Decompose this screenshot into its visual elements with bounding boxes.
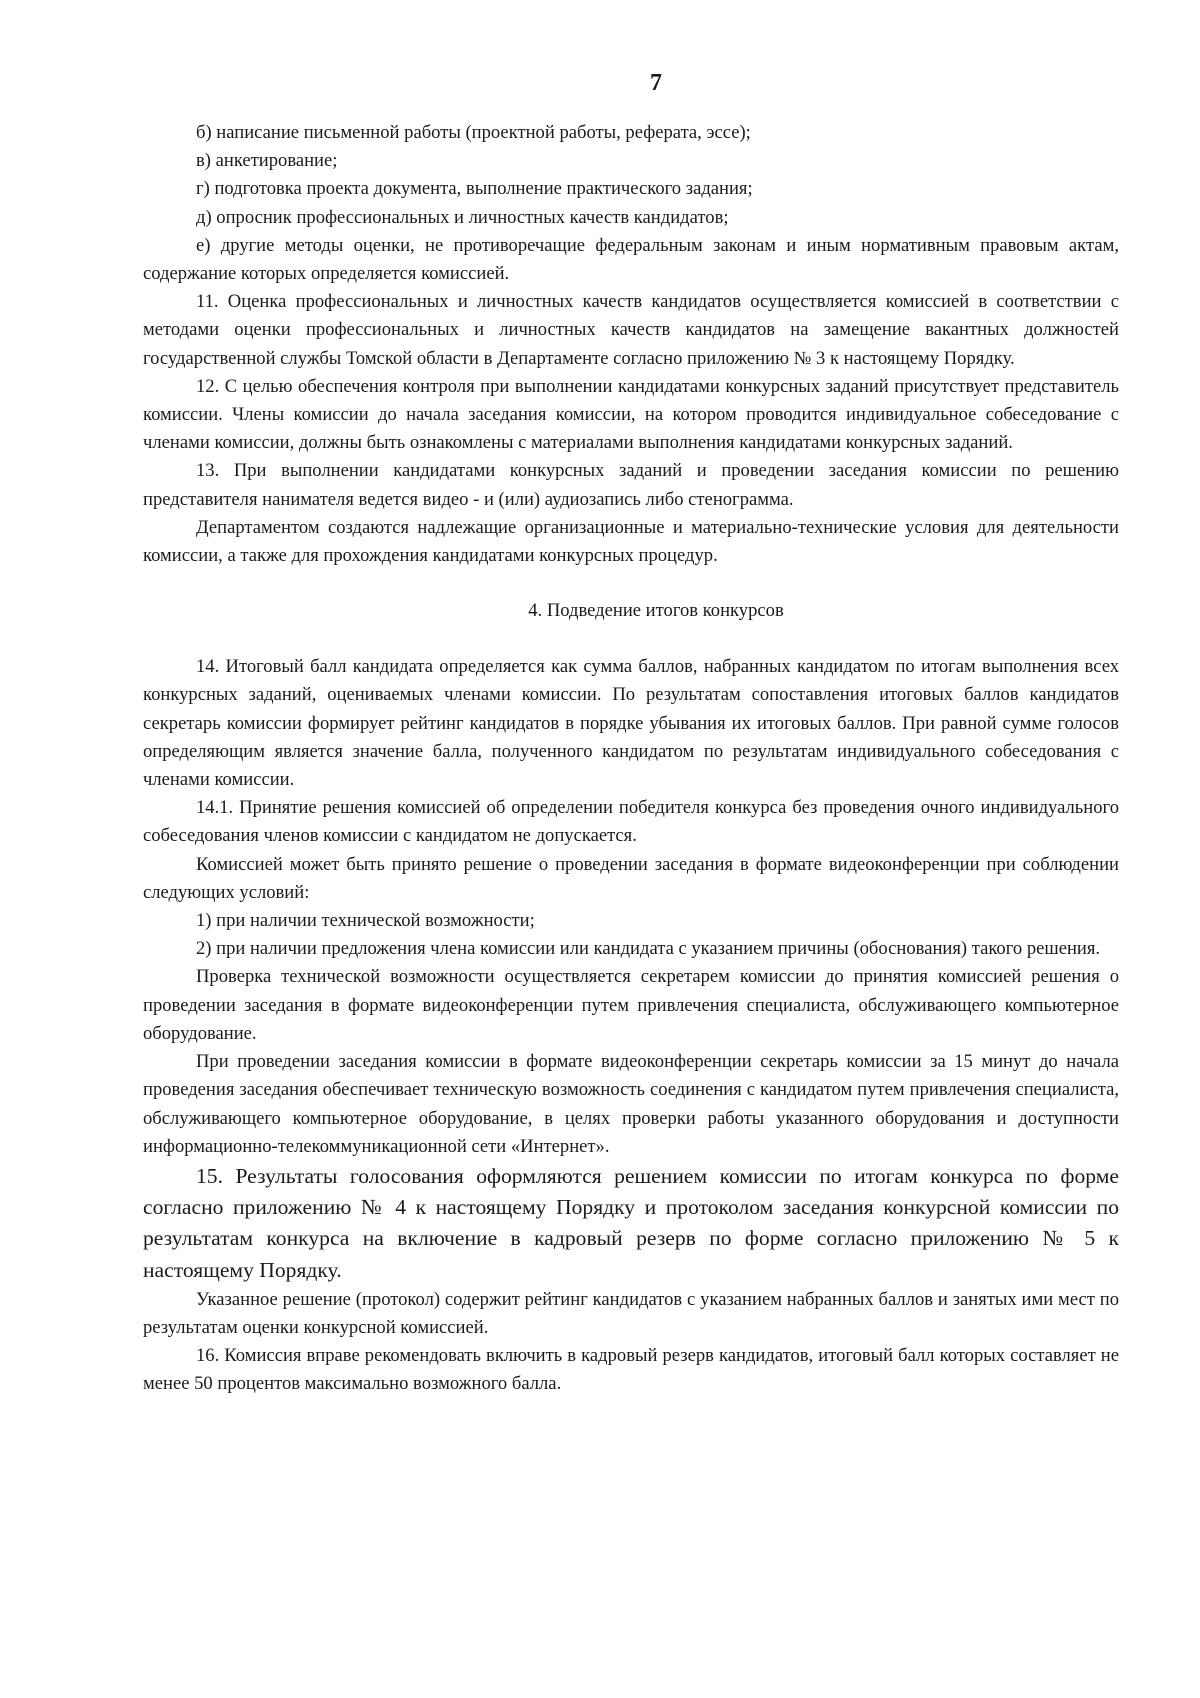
tech-check-paragraph: Проверка технической возможности осуществляется секретарем комиссии до принятия комиссией решения о проведении заседания в формате видеоконференции путем привлечения специалиста, обслуживающего компьютерное оборудование. [143, 966, 1119, 1044]
list-item-g: г) подготовка проекта документа, выполнение практического задания; [196, 178, 753, 200]
list-item-e: е) другие методы оценки, не противоречащие федеральным законам и иным нормативным правовым актам, содержание которых определяется комиссией. [143, 234, 1119, 285]
section-heading: 4. Подведение итогов конкурсов [528, 600, 784, 622]
clause-16: 16. Комиссия вправе рекомендовать включить в кадровый резерв кандидатов, итоговый балл которых составляет не менее 50 процентов максимально возможного балла. [143, 1345, 1119, 1395]
videoconference-procedure-paragraph: При проведении заседания комиссии в формате видеоконференции секретарь комиссии за 15 минут до начала проведения заседания обеспечивает техническую возможность соединения с кандидатом путем привлечения специалиста, обслуживающего компьютерное оборудование, в целях проверки работы указанного оборудования и доступности информационно-телекоммуникационной сети «Интернет». [143, 1051, 1119, 1157]
condition-1: 1) при наличии технической возможности; [196, 910, 535, 932]
clause-13: 13. При выполнении кандидатами конкурсных заданий и проведении заседания комиссии по решению представителя нанимателя ведется видео - и (или) аудиозапись либо стенограмма. [143, 460, 1119, 510]
list-item-b: б) написание письменной работы (проектной работы, реферата, эссе); [196, 122, 751, 143]
list-item-v: в) анкетирование; [196, 150, 338, 172]
decision-paragraph: Указанное решение (протокол) содержит рейтинг кандидатов с указанием набранных баллов и занятых ими мест по результатам оценки конкурсной комиссией. [143, 1288, 1119, 1338]
clause-12: 12. С целью обеспечения контроля при выполнении кандидатами конкурсных заданий присутствует представитель комиссии. Члены комиссии до начала заседания комиссии, на котором проводится индивидуальное собеседование с членами комиссии, должны быть ознакомлены с материалами выполнения кандидатами конкурсных заданий. [143, 375, 1119, 454]
clause-13-continuation: Департаментом создаются надлежащие организационные и материально-технические условия для деятельности комиссии, а также для прохождения кандидатами конкурсных процедур. [143, 516, 1119, 567]
clause-14: 14. Итоговый балл кандидата определяется как сумма баллов, набранных кандидатом по итогам выполнения всех конкурсных заданий, оцениваемых членами комиссии. По результатам сопоставления итоговых баллов кандидатов секретарь комиссии формирует рейтинг кандидатов в порядке убывания их итоговых баллов. При равной сумме голосов определяющим является значение балла, полученного кандидатом по результатам индивидуального собеседования с членами комиссии. [143, 656, 1119, 791]
document-page [143, 70, 1119, 1399]
clause-14-1: 14.1. Принятие решения комиссией об определении победителя конкурса без проведения очного индивидуального собеседования членов комиссии с кандидатом не допускается. [143, 797, 1119, 847]
clause-11: 11. Оценка профессиональных и личностных качеств кандидатов осуществляется комиссией в соответствии с методами оценки профессиональных и личностных качеств кандидатов на замещение вакантных должностей государственной службы Томской области в Департаменте согласно приложению № 3 к настоящему Порядку. [143, 291, 1119, 369]
condition-2: 2) при наличии предложения члена комиссии или кандидата с указанием причины (обоснования) такого решения. [196, 938, 1101, 960]
clause-15: 15. Результаты голосования оформляются решением комиссии по итогам конкурса по форме согласно приложению № 4 к настоящему Порядку и протоколом заседания конкурсной комиссии по результатам конкурса на включение в кадровый резерв по форме согласно приложению № 5 к настоящему Порядку. [143, 1163, 1119, 1282]
videoconference-paragraph: Комиссией может быть принято решение о проведении заседания в формате видеоконференции при соблюдении следующих условий: [143, 853, 1119, 903]
page-number: 7 [650, 70, 662, 96]
list-item-d: д) опросник профессиональных и личностных качеств кандидатов; [196, 206, 729, 228]
